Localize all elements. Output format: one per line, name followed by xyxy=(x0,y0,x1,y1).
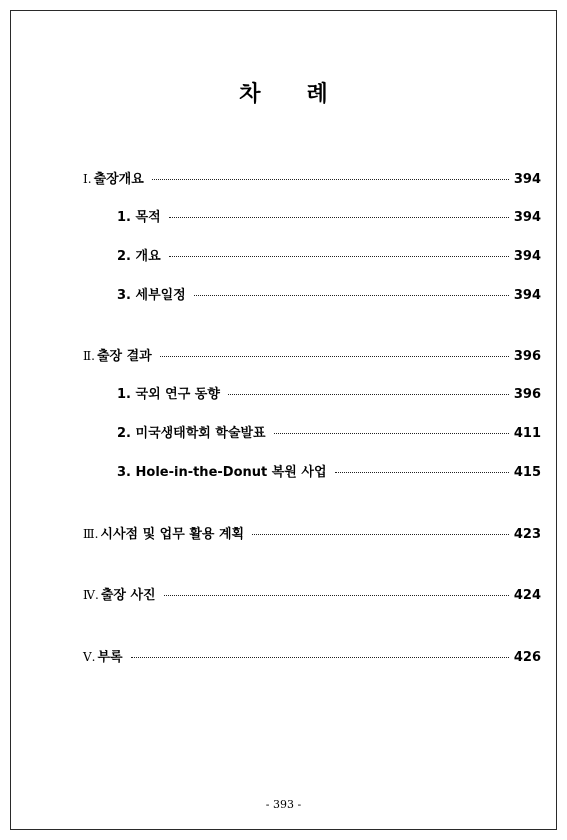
dot-leader xyxy=(169,217,509,218)
dot-leader xyxy=(274,433,509,434)
toc-section-1[interactable] xyxy=(83,170,541,188)
section-numeral: Ⅲ. xyxy=(83,527,99,541)
toc-title xyxy=(11,77,556,108)
dot-leader xyxy=(164,595,509,596)
page-number-footer: - 393 - xyxy=(265,798,302,811)
toc-subsection-1-2[interactable] xyxy=(115,248,541,266)
toc-entry-label: 2. 미국생태학회 학술발표 xyxy=(117,426,266,441)
toc-page-number: 424 xyxy=(513,588,541,603)
dot-leader xyxy=(335,472,509,473)
dot-leader xyxy=(152,179,509,180)
section-numeral: Ⅰ. xyxy=(83,172,92,186)
toc-entry-label: 출장개요 xyxy=(93,172,144,187)
toc-entry-label: 3. Hole-in-the-Donut 복원 사업 xyxy=(117,465,327,480)
toc-subsection-1-3[interactable] xyxy=(115,287,541,305)
dot-leader xyxy=(194,295,509,296)
toc-section-5[interactable] xyxy=(83,648,541,666)
toc-page-number: 394 xyxy=(513,172,541,187)
toc-entry-label: 부록 xyxy=(97,650,123,665)
dot-leader xyxy=(228,394,509,395)
toc-page-number: 394 xyxy=(513,288,541,303)
toc-entry-label: 1. 목적 xyxy=(117,210,161,225)
section-numeral: Ⅳ. xyxy=(83,588,99,602)
toc-entry-label: 3. 세부일정 xyxy=(117,288,186,303)
document-page xyxy=(10,10,557,830)
toc-page-number: 411 xyxy=(513,426,541,441)
toc-entry-label: 2. 개요 xyxy=(117,249,161,264)
toc-subsection-1-1[interactable] xyxy=(115,209,541,227)
toc-subsection-2-3[interactable] xyxy=(115,464,541,482)
toc-section-2[interactable] xyxy=(83,347,541,365)
dot-leader xyxy=(131,657,509,658)
toc-subsection-2-2[interactable] xyxy=(115,425,541,443)
toc-page-number: 394 xyxy=(513,210,541,225)
toc-section-3[interactable] xyxy=(83,525,541,543)
section-numeral: Ⅱ. xyxy=(83,349,95,363)
toc-section-4[interactable] xyxy=(83,586,541,604)
toc-entry-label: 1. 국외 연구 동향 xyxy=(117,387,220,402)
dot-leader xyxy=(160,356,509,357)
dot-leader xyxy=(169,256,509,257)
section-numeral: Ⅴ. xyxy=(83,650,96,664)
toc-page-number: 396 xyxy=(513,349,541,364)
toc-subsection-2-1[interactable] xyxy=(115,386,541,404)
toc-page-number: 426 xyxy=(513,650,541,665)
title-char-1: 차 xyxy=(239,82,261,107)
toc-page-number: 396 xyxy=(513,387,541,402)
toc-entry-label: 시사점 및 업무 활용 계획 xyxy=(100,527,245,542)
toc-page-number: 415 xyxy=(513,465,541,480)
title-char-2: 례 xyxy=(306,82,328,107)
toc-page-number: 423 xyxy=(513,527,541,542)
toc-entry-label: 출장 사진 xyxy=(100,588,156,603)
toc-page-number: 394 xyxy=(513,249,541,264)
dot-leader xyxy=(252,534,509,535)
toc-entry-label: 출장 결과 xyxy=(96,349,152,364)
